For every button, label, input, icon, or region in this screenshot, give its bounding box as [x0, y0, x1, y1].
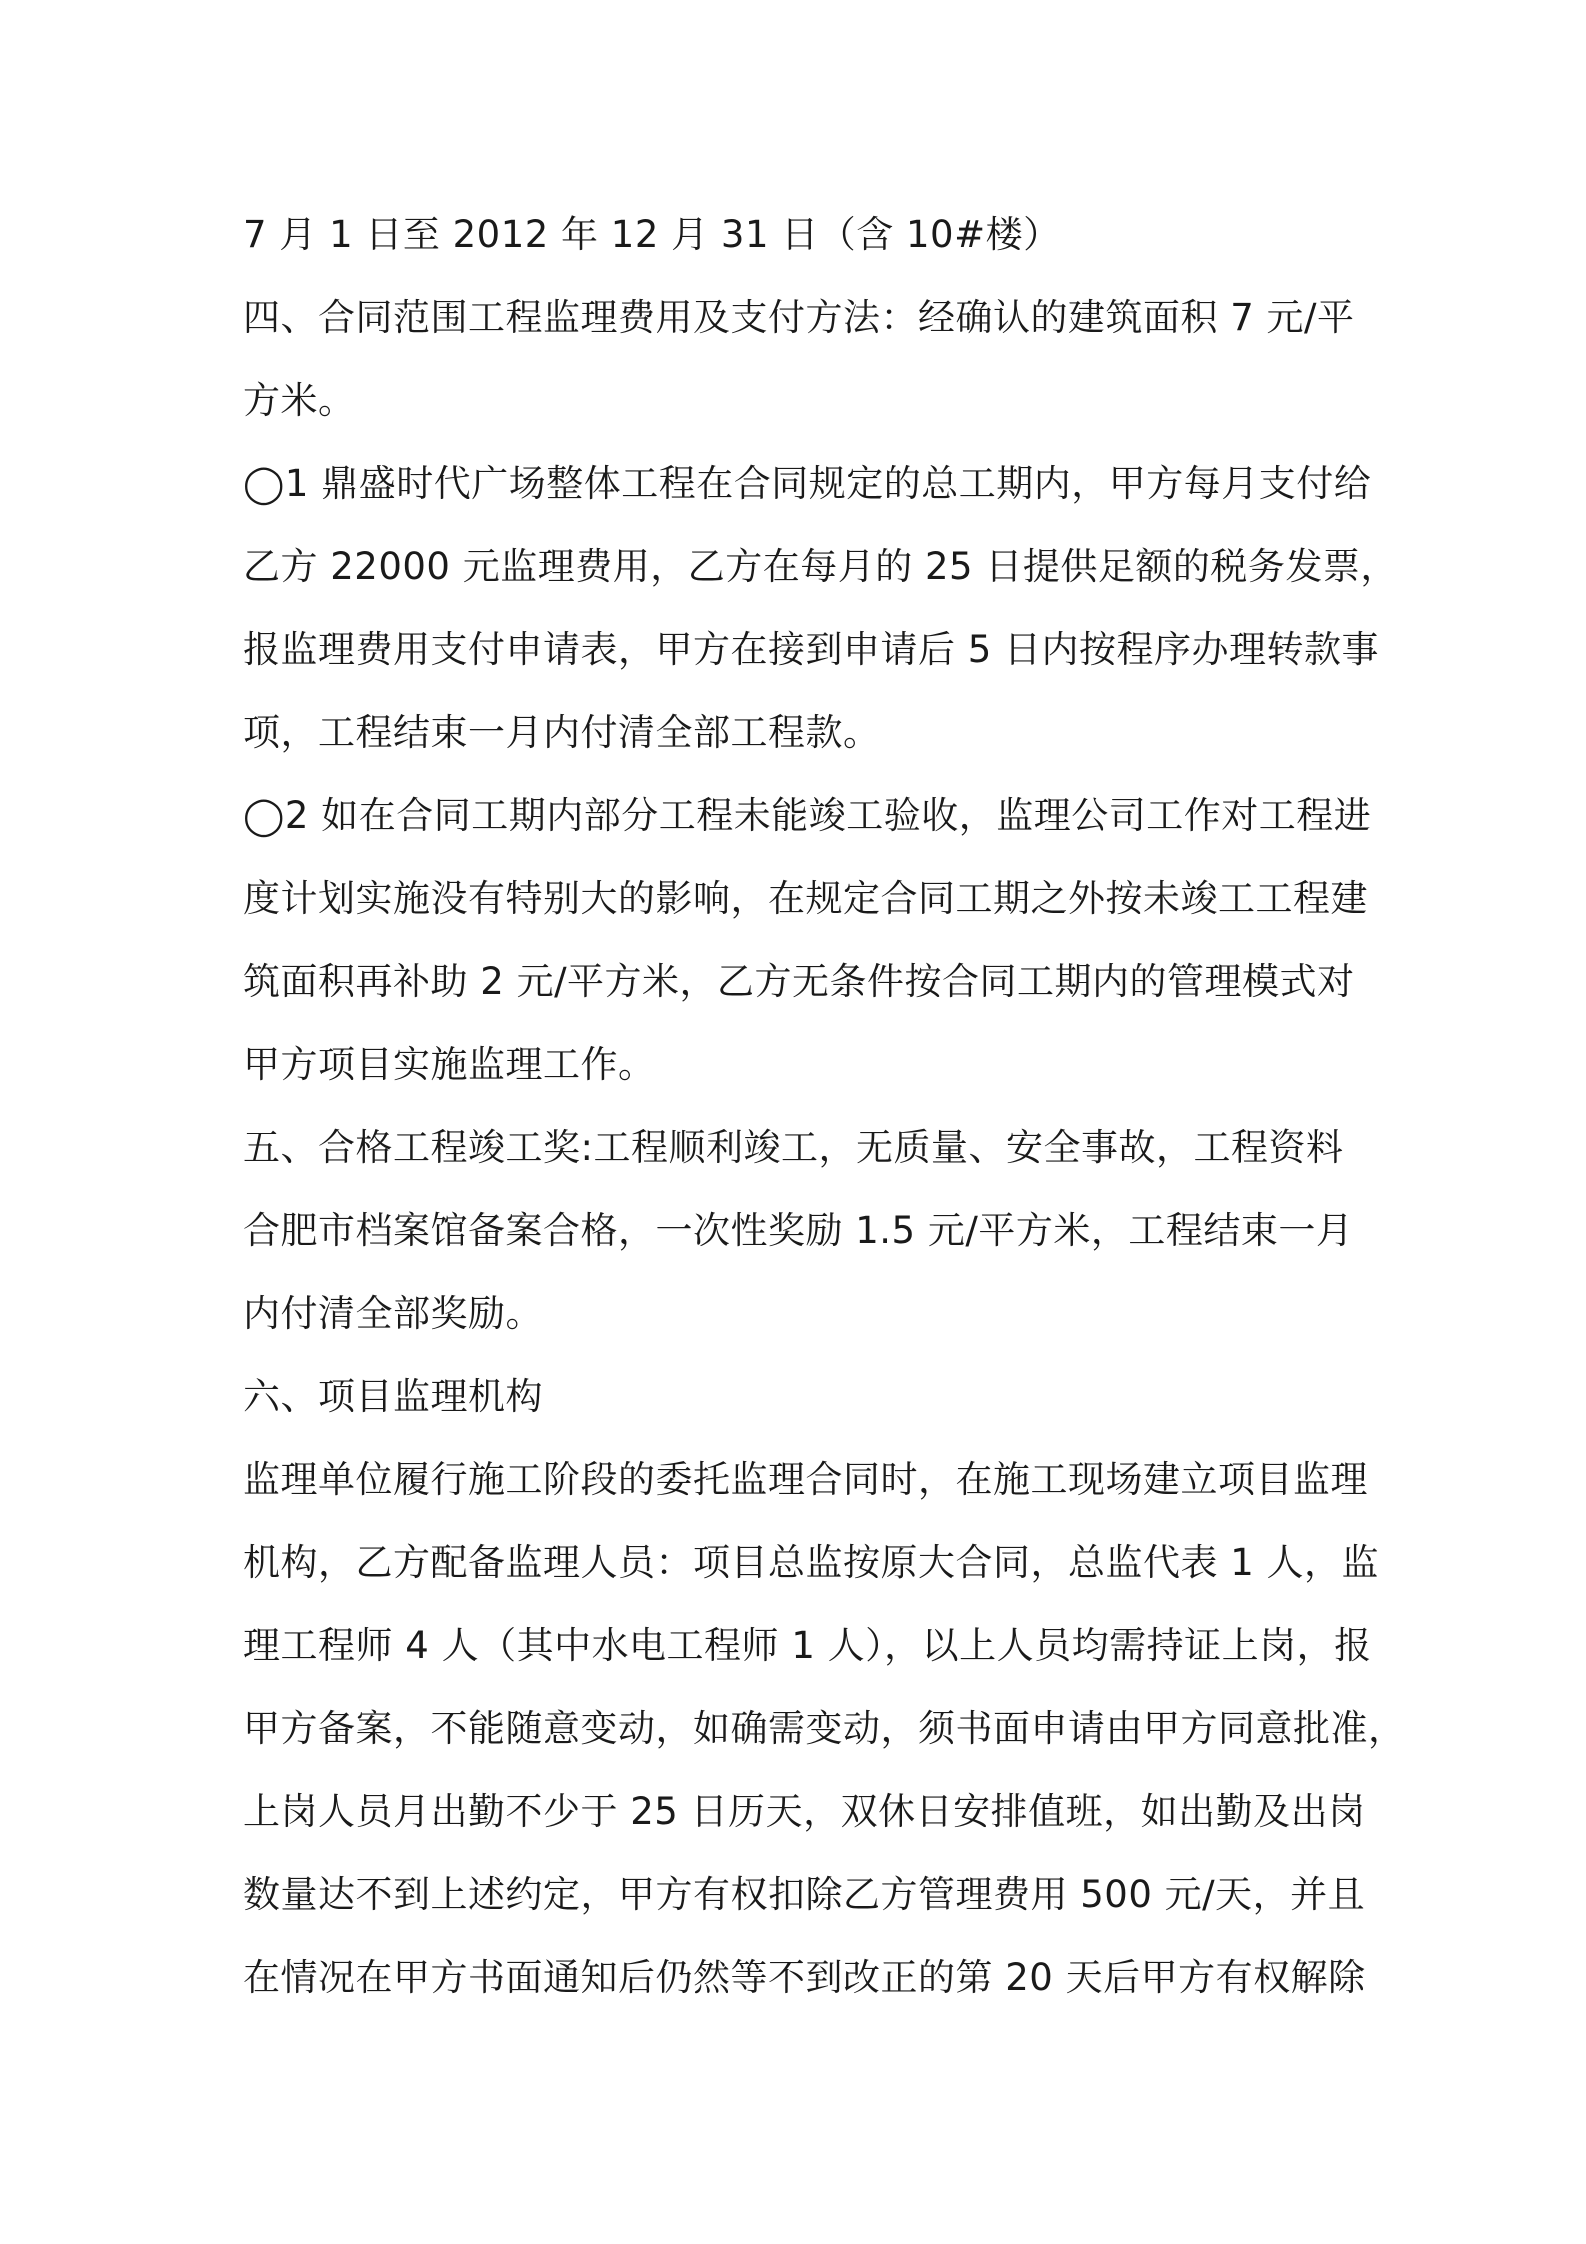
- clause-1-line: ◯1 鼎盛时代广场整体工程在合同规定的总工期内，甲方每月支付给: [243, 462, 1372, 505]
- text-line: 内付清全部奖励。: [243, 1292, 543, 1335]
- section-heading-award: 五、合格工程竣工奖:工程顺利竣工，无质量、安全事故，工程资料: [243, 1126, 1344, 1169]
- text-line: 度计划实施没有特别大的影响，在规定合同工期之外按未竣工工程建: [243, 877, 1368, 920]
- text-line: 甲方备案，不能随意变动，如确需变动，须书面申请由甲方同意批准，: [243, 1707, 1406, 1750]
- text-line: 方米。: [243, 379, 356, 422]
- text-line: 乙方 22000 元监理费用，乙方在每月的 25 日提供足额的税务发票，: [243, 545, 1398, 588]
- text-line: 项，工程结束一月内付清全部工程款。: [243, 711, 881, 754]
- clause-2-line: ◯2 如在合同工期内部分工程未能竣工验收，监理公司工作对工程进: [243, 794, 1372, 837]
- text-line: 机构，乙方配备监理人员：项目总监按原大合同，总监代表 1 人，监: [243, 1541, 1380, 1584]
- text-line: 监理单位履行施工阶段的委托监理合同时，在施工现场建立项目监理: [243, 1458, 1368, 1501]
- text-line: 理工程师 4 人（其中水电工程师 1 人），以上人员均需持证上岗，报: [243, 1624, 1372, 1667]
- text-line: 上岗人员月出勤不少于 25 日历天，双休日安排值班，如出勤及出岗: [243, 1790, 1366, 1833]
- section-heading-organization: 六、项目监理机构: [243, 1375, 543, 1418]
- text-line: 筑面积再补助 2 元/平方米，乙方无条件按合同工期内的管理模式对: [243, 960, 1355, 1003]
- text-line: 在情况在甲方书面通知后仍然等不到改正的第 20 天后甲方有权解除: [243, 1956, 1366, 1999]
- text-line: 报监理费用支付申请表，甲方在接到申请后 5 日内按程序办理转款事: [243, 628, 1380, 671]
- text-line: 数量达不到上述约定，甲方有权扣除乙方管理费用 500 元/天，并且: [243, 1873, 1366, 1916]
- section-heading-fees: 四、合同范围工程监理费用及支付方法：经确认的建筑面积 7 元/平: [243, 296, 1355, 339]
- text-line: 甲方项目实施监理工作。: [243, 1043, 656, 1086]
- contract-text: [243, 193, 1406, 2019]
- text-line: 7 月 1 日至 2012 年 12 月 31 日（含 10#楼）: [243, 213, 1061, 256]
- text-line: 合肥市档案馆备案合格，一次性奖励 1.5 元/平方米，工程结束一月: [243, 1209, 1354, 1252]
